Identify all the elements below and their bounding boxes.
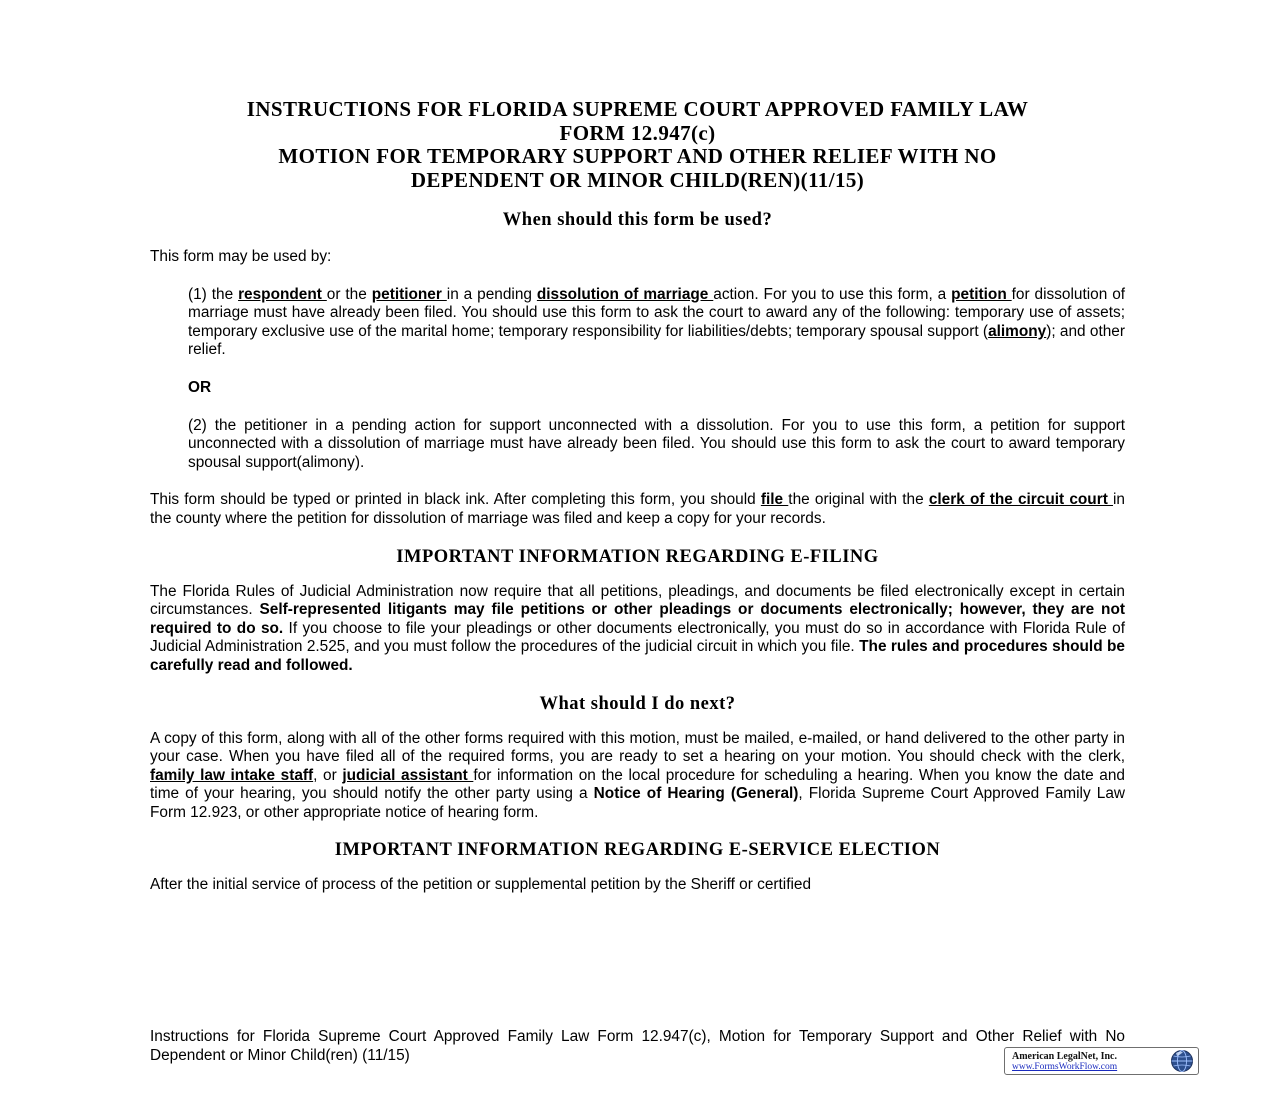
logo-company-name: American LegalNet, Inc. <box>1012 1051 1117 1062</box>
title-line-3: MOTION FOR TEMPORARY SUPPORT AND OTHER RELIEF WITH NO <box>278 144 997 168</box>
text-run: or the <box>326 285 372 303</box>
next-paragraph <box>150 730 1125 823</box>
text-run: A copy of this form, along with all of the other forms required with this motion, must be mailed, e-mailed, or hand delivered to the other party in your case. When you have filed all of the required forms, you are ready to set a hearing on your motion. You should check with the clerk, <box>150 729 1125 766</box>
american-legalnet-logo[interactable] <box>1004 1047 1199 1075</box>
intro-paragraph: This form may be used by: <box>150 248 332 265</box>
link-file[interactable]: file <box>760 491 789 509</box>
link-clerk-of-circuit-court[interactable]: clerk of the circuit court <box>928 491 1114 509</box>
text-run: in the county where the petition for dissolution of marriage was filed and keep a copy for your records. <box>150 491 1125 527</box>
heading-efiling: IMPORTANT INFORMATION REGARDING E-FILING <box>396 546 879 567</box>
title-line-4: DEPENDENT OR MINOR CHILD(REN)(11/15) <box>410 167 865 192</box>
link-judicial-assistant[interactable]: judicial assistant <box>342 766 474 784</box>
link-family-law-intake-staff[interactable]: family law intake staff <box>150 766 314 784</box>
heading-what-next: What should I do next? <box>539 693 736 714</box>
bold-run: The rules and procedures should be carefully read and followed. <box>150 638 1125 674</box>
text-run: ); and other relief. <box>188 322 1125 359</box>
text-run: action. For you to use this form, a <box>713 285 952 303</box>
page-footer: Instructions for Florida Supreme Court Approved Family Law Form 12.947(c), Motion for Temporary Support and Other Relief with No Dependent or Minor Child(ren) (11/15) <box>150 1028 1125 1064</box>
bold-run: Self-represented litigants may file petitions or other pleadings or documents electronically; however, they are not required to do so. <box>150 601 1125 637</box>
efiling-paragraph <box>150 583 1125 676</box>
heading-when-used: When should this form be used? <box>502 210 773 230</box>
globe-icon <box>1170 1049 1194 1073</box>
item-2-paragraph: (2) the petitioner in a pending action for support unconnected with a dissolution. For you to use this form, a petition for support unconnected with a dissolution of marriage must have already been filed. You should use this form to ask the court to award temporary spousal support(alimony). <box>188 416 1125 471</box>
or-label: OR <box>188 378 212 396</box>
link-petition[interactable]: petition <box>951 285 1012 303</box>
bold-run: Notice of Hearing (General) <box>593 785 799 803</box>
document-body <box>150 98 1125 895</box>
text-run: for dissolution of marriage must have already been filed. You should use this form to ask the court to award any of the following: temporary use of assets; temporary exclusive use of the marital home; temporary responsibility for liabilities/debts; temporary spousal support ( <box>188 285 1126 340</box>
heading-eservice: IMPORTANT INFORMATION REGARDING E-SERVICE ELECTION <box>334 840 941 861</box>
link-respondent[interactable]: respondent <box>238 285 327 303</box>
filing-paragraph <box>150 491 1125 528</box>
text-run: in a pending <box>446 285 537 303</box>
text-run: (1) the <box>188 285 239 303</box>
link-dissolution-of-marriage[interactable]: dissolution of marriage <box>536 285 714 303</box>
link-petitioner[interactable]: petitioner <box>371 285 447 303</box>
text-run: for information on the local procedure for scheduling a hearing. When you know the date and time of your hearing, you should notify the other party using a <box>150 766 1125 803</box>
item-1-paragraph <box>188 286 1125 360</box>
text-run: This form should be typed or printed in black ink. After completing this form, you should <box>150 491 761 509</box>
text-run: the original with the <box>788 491 929 509</box>
title-line-1: INSTRUCTIONS FOR FLORIDA SUPREME COURT APPROVED FAMILY LAW <box>246 97 1029 121</box>
text-run: , or <box>313 766 343 784</box>
title-line-2: FORM 12.947(c) <box>559 120 716 145</box>
document-title <box>150 98 1125 192</box>
text-run: If you choose to file your pleadings or other documents electronically, you must do so in accordance with Florida Rule of Judicial Administration 2.525, and you must follow the procedures of the judicial circuit in which you file. <box>150 619 1125 656</box>
logo-url-link[interactable]: www.FormsWorkFlow.com <box>1012 1062 1118 1072</box>
link-alimony[interactable]: alimony <box>988 322 1047 340</box>
text-run: The Florida Rules of Judicial Administration now require that all petitions, pleadings, and documents be filed electronically except in certain circumstances. <box>150 582 1125 619</box>
eservice-paragraph: After the initial service of process of the petition or supplemental petition by the Sheriff or certified <box>150 876 812 894</box>
text-run: , Florida Supreme Court Approved Family Law Form 12.923, or other appropriate notice of hearing form. <box>150 785 1125 821</box>
